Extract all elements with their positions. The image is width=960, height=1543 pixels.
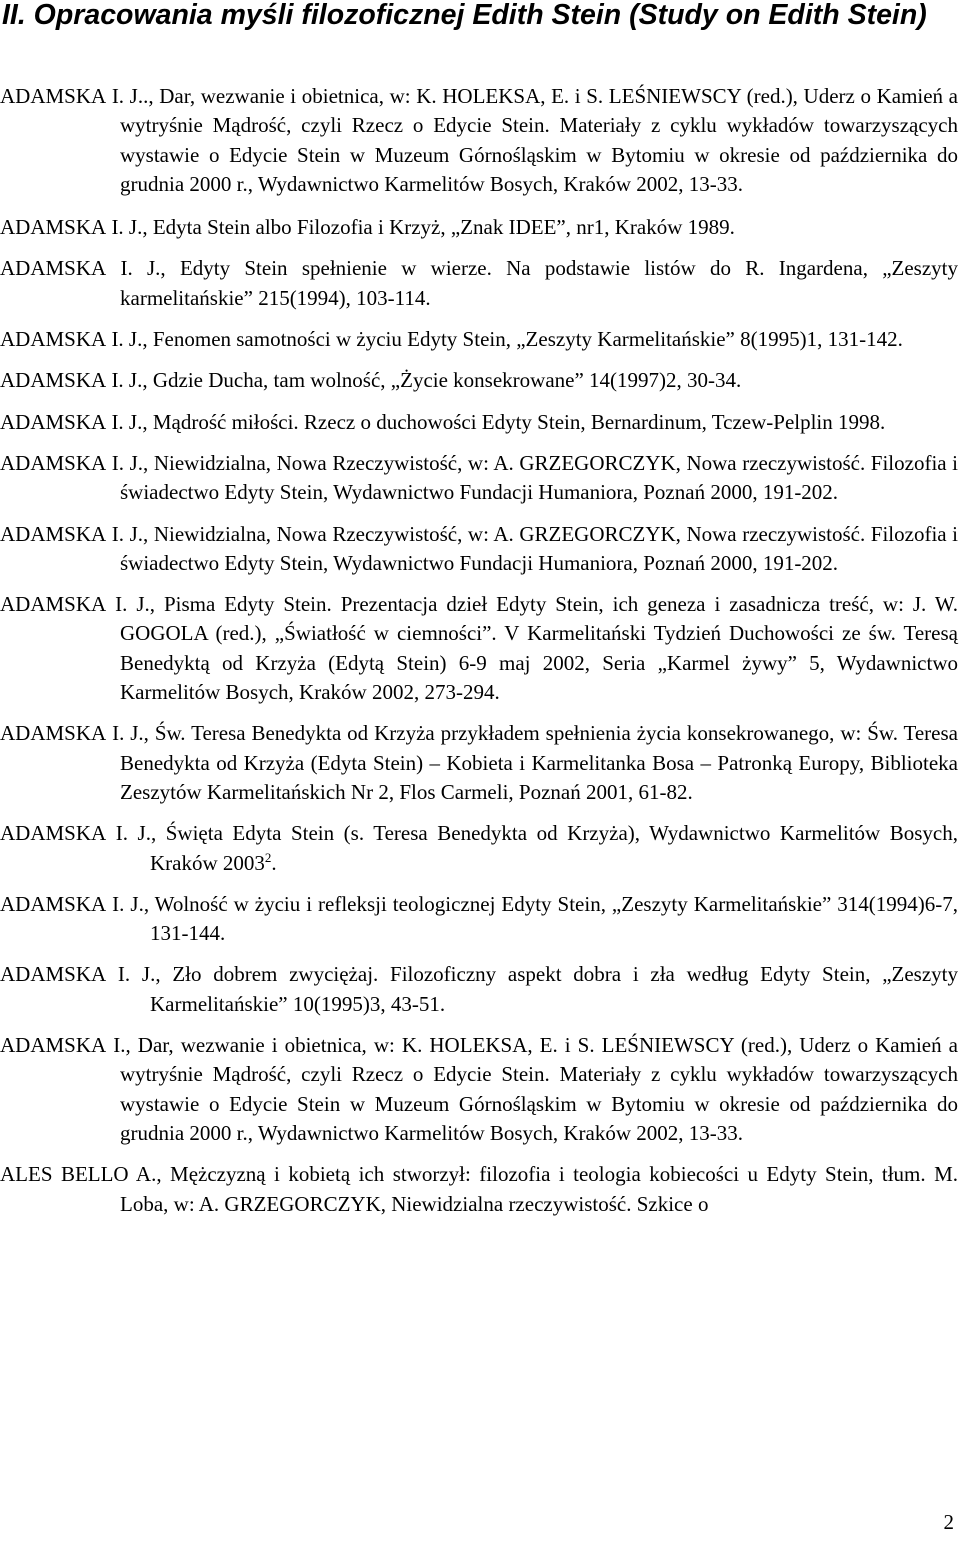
bibliography-entry (0, 719, 958, 807)
author-initials: I. J. (111, 409, 143, 434)
author-surname: ADAMSKA (0, 450, 107, 475)
entry-text: , Niewidzialna, Nowa Rzeczywistość, w: A. GRZEGORCZYK, Nowa rzeczywistość. Filozofia i świadectwo Edyty Stein, Wydawnictwo Fundacji Humaniora, Poznań 2000, 191-202. (120, 450, 959, 505)
section-title: II. Opracowania myśli filozoficznej Edith Stein (Study on Edith Stein) (2, 0, 927, 31)
author-initials: I. J. (120, 256, 161, 281)
entry-text: ., Dar, wezwanie i obietnica, w: K. HOLEKSA, E. i S. LEŚNIEWSCY (red.), Uderz o Kamień a wytryśnie Mądrość, czyli Rzecz o Edycie Stein. Materiały z cyklu wykładów towarzyszących wystawie o Edycie Stein w Muzeum Górnośląskim w Bytomiu w okresie od października do grudnia 2000 r., Wydawnictwo Karmelitów Bosych, Kraków 2002, 13-33. (120, 84, 959, 196)
author-initials: I. J. (117, 962, 156, 987)
entry-tail: . (271, 850, 277, 875)
bibliography-entry (0, 408, 958, 437)
bibliography-entry (0, 213, 958, 242)
entry-text: , Edyty Stein spełnienie w wierze. Na podstawie listów do R. Ingardena, „Zeszyty karmelitańskie” 215(1994), 103-114. (120, 256, 959, 310)
entry-text: , Gdzie Ducha, tam wolność, „Życie konsekrowane” 14(1997)2, 30-34. (142, 368, 742, 393)
author-initials: I. J. (112, 721, 144, 746)
author-initials: I. J. (111, 521, 144, 546)
entry-text: , Pisma Edyty Stein. Prezentacja dzieł Edyty Stein, ich geneza i zasadnicza treść, w: J. W. GOGOLA (red.), „Światłość w ciemności”. V Karmelitański Tydzień Duchowości ze św. Teresą Benedyktą od Krzyża (Edytą Stein) 6-9 maj 2002, Seria „Karmel żywy” 5, Wydawnictwo Karmelitów Bosych, Kraków 2002, 273-294. (120, 592, 958, 705)
entry-text: , Zło dobrem zwyciężaj. Filozoficzny aspekt dobra i zła według Edyty Stein, „Zeszyty Karmelitańskie” 10(1995)3, 43-51. (150, 962, 958, 1016)
entry-text: , Święta Edyta Stein (s. Teresa Benedykta od Krzyża), Wydawnictwo Karmelitów Bosych, Kraków 2003 (150, 821, 959, 875)
bibliography-entry (0, 254, 958, 313)
entry-text: , Edyta Stein albo Filozofia i Krzyż, „Znak IDEE”, nr1, Kraków 1989. (142, 215, 735, 240)
author-surname: ADAMSKA (0, 721, 107, 746)
author-surname: ADAMSKA (0, 592, 107, 617)
author-initials: I. J. (112, 891, 144, 916)
bibliography-entry (0, 890, 958, 949)
bibliography-entry (0, 1031, 958, 1148)
author-surname: ADAMSKA (0, 409, 107, 434)
author-surname: ADAMSKA (0, 256, 107, 281)
entry-text: , Wolność w życiu i refleksji teologicznej Edyty Stein, „Zeszyty Karmelitańskie” 314(1994)6-7, 131-144. (143, 891, 959, 946)
bibliography-entry (0, 1160, 958, 1219)
author-initials: I. J. (115, 592, 150, 617)
author-surname: ADAMSKA (0, 327, 107, 352)
author-surname: ADAMSKA (0, 891, 107, 916)
author-surname: ADAMSKA (0, 84, 107, 108)
bibliography-list (0, 82, 958, 1231)
author-initials: I. J. (111, 84, 144, 108)
author-surname: ADAMSKA (0, 962, 107, 987)
entry-text: , Fenomen samotności w życiu Edyty Stein, „Zeszyty Karmelitańskie” 8(1995)1, 131-142. (142, 327, 903, 352)
bibliography-entry (0, 366, 958, 395)
bibliography-entry (0, 819, 958, 878)
entry-text: , Św. Teresa Benedykta od Krzyża przykładem spełnienia życia konsekrowanego, w: Św. Teresa Benedykta od Krzyża (Edyta Stein) – Kobieta i Karmelitanka Bosa – Patronką Europy, Biblioteka Zeszytów Karmelitańskich Nr 2, Flos Carmeli, Poznań 2001, 61-82. (120, 721, 958, 804)
author-surname: ALES BELLO (0, 1162, 129, 1187)
author-initials: I. J. (115, 821, 151, 846)
author-surname: ADAMSKA (0, 368, 107, 393)
bibliography-entry (0, 449, 958, 508)
author-surname: ADAMSKA (0, 521, 107, 546)
author-initials: A. (135, 1162, 157, 1187)
bibliography-entry (0, 960, 958, 1019)
entry-text: , Mądrość miłości. Rzecz o duchowości Edyty Stein, Bernardinum, Tczew-Pelplin 1998. (142, 409, 886, 434)
author-initials: I. J. (111, 327, 143, 352)
author-initials: I. J. (111, 368, 143, 393)
entry-text: , Dar, wezwanie i obietnica, w: K. HOLEKSA, E. i S. LEŚNIEWSCY (red.), Uderz o Kamień a wytryśnie Mądrość, czyli Rzecz o Edycie Stein. Materiały z cyklu wykładów towarzyszących wystawie o Edycie Stein w Muzeum Górnośląskim w Bytomiu w okresie od października do grudnia 2000 r., Wydawnictwo Karmelitów Bosych, Kraków 2002, 13-33. (120, 1033, 958, 1145)
entry-text: , Niewidzialna, Nowa Rzeczywistość, w: A. GRZEGORCZYK, Nowa rzeczywistość. Filozofia i świadectwo Edyty Stein, Wydawnictwo Fundacji Humaniora, Poznań 2000, 191-202. (120, 521, 959, 575)
edition-superscript: 2 (264, 849, 272, 865)
author-initials: I. J. (111, 450, 144, 475)
author-initials: I. J. (111, 215, 143, 240)
author-initials: I. (113, 1033, 126, 1058)
author-surname: ADAMSKA (0, 821, 107, 846)
bibliography-entry (0, 82, 958, 199)
author-surname: ADAMSKA (0, 215, 107, 240)
author-surname: ADAMSKA (0, 1033, 107, 1058)
bibliography-entry (0, 325, 958, 354)
bibliography-entry (0, 590, 958, 707)
entry-text: , Mężczyzną i kobietą ich stworzył: filozofia i teologia kobiecości u Edyty Stein, tłum. M. Loba, w: A. GRZEGORCZYK, Niewidzialna rzeczywistość. Szkice o (120, 1162, 959, 1216)
bibliography-entry (0, 520, 958, 579)
page-number: 2 (943, 1510, 954, 1534)
